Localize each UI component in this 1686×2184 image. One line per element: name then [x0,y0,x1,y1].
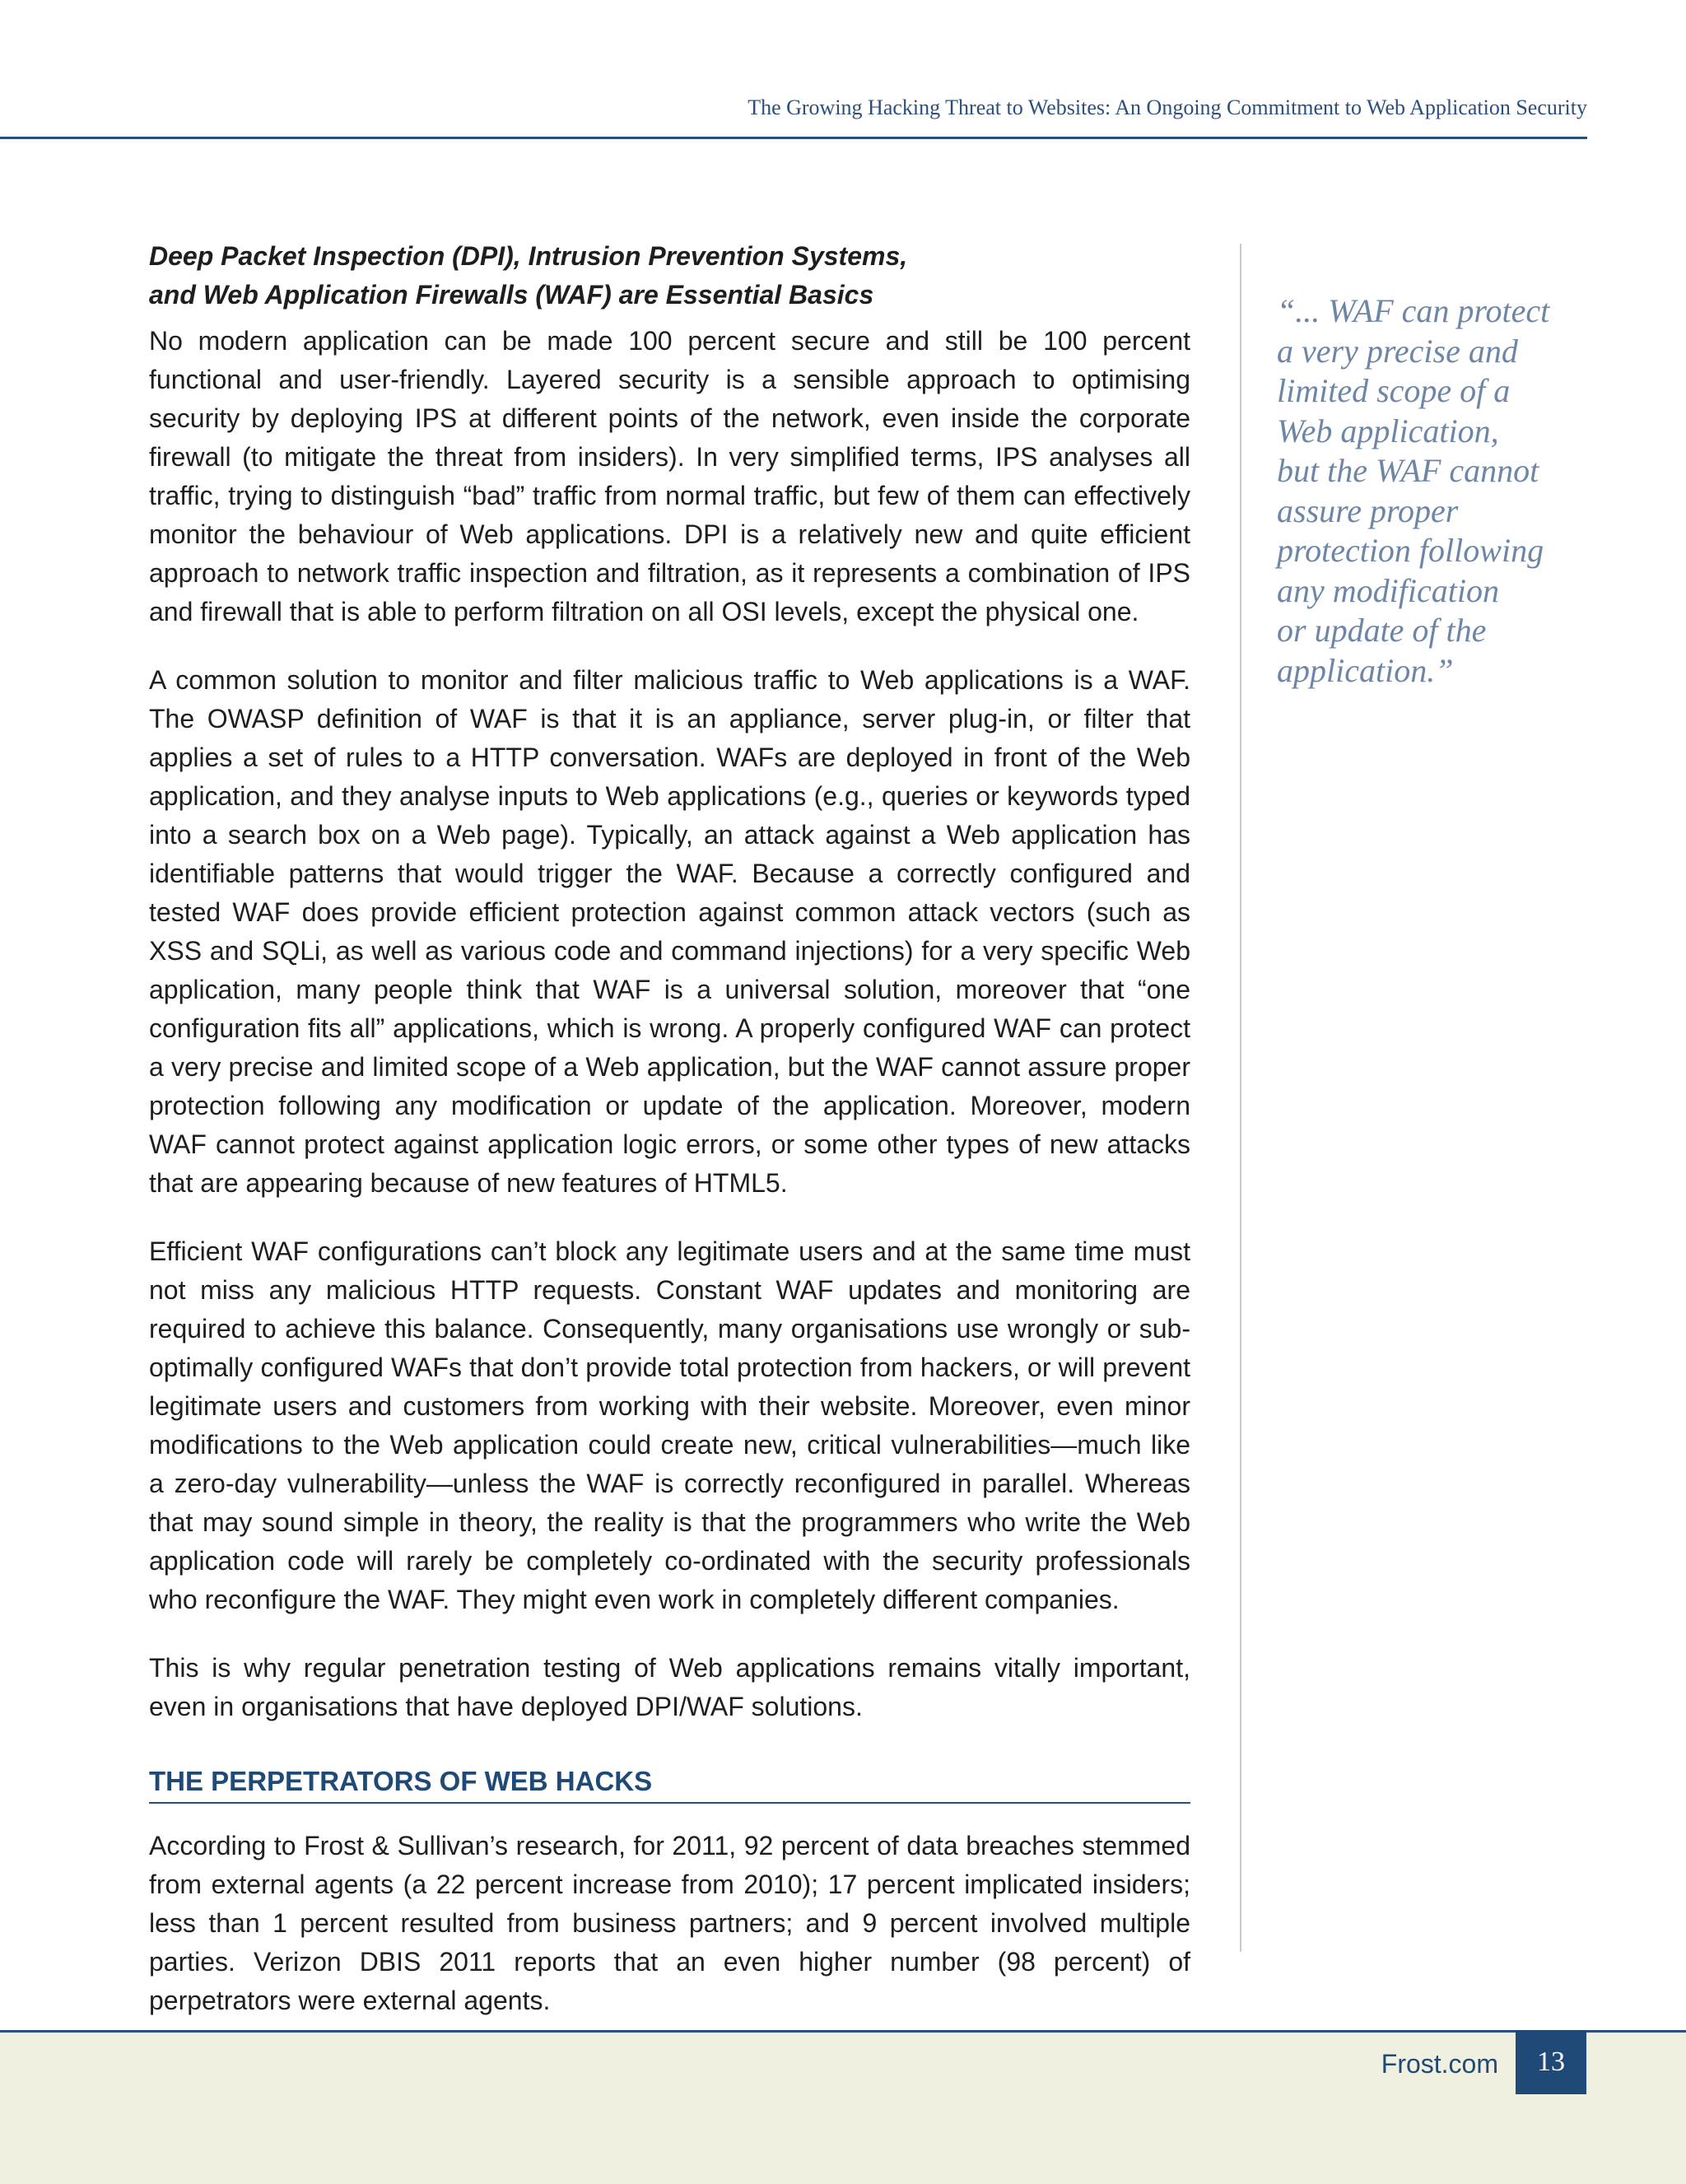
pull-quote-line: a very precise and [1277,332,1518,370]
page-number: 13 [1516,2030,1586,2094]
pull-quote-line: limited scope of a [1277,372,1511,409]
main-column [149,237,1190,2020]
body-paragraph: This is why regular penetration testing of Web applications remains vitally important, even in organisations that have deployed DPI/WAF solutions. [149,1653,1190,1721]
pull-quote-line: or update of the [1277,612,1487,649]
subheading [149,237,1190,314]
section-paragraph: According to Frost & Sullivan’s research, for 2011, 92 percent of data breaches stemmed from external agents (a 22 percent increase from 2010); 17 percent implicated insiders; less than 1 percent resulted from business partners; and 9 percent involved multiple parties. Verizon DBIS 2011 reports that an even higher number (98 percent) of perpetrators were external agents. [149,1831,1190,2015]
pull-quote-line: application.” [1277,651,1454,689]
body-paragraph: Efficient WAF configurations can’t block any legitimate users and at the same time must not miss any malicious HTTP requests. Constant WAF updates and monitoring are required to achieve this balance. Consequently, many organisations use wrongly or sub-optimally configured WAFs that don’t provide total protection from hackers, or will prevent legitimate users and customers from working with their website. Moreover, even minor modifications to the Web application could create new, critical vulnerabilities—much like a zero-day vulnerability—unless the WAF is correctly reconfigured in parallel. Whereas that may sound simple in theory, the reality is that the programmers who write the Web application code will rarely be completely co-ordinated with the security professionals who reconfigure the WAF. They might even work in completely different companies. [149,1236,1190,1614]
pull-quote-line: but the WAF cannot [1277,452,1539,489]
pull-quote [1277,291,1573,691]
pull-quote-line: any modification [1277,571,1499,609]
body-paragraph: A common solution to monitor and filter malicious traffic to Web applications is a WAF. The OWASP definition of WAF is that it is an appliance, server plug-in, or filter that applies a set of rules to a HTTP conversation. WAFs are deployed in front of the Web application, and they analyse inputs to Web applications (e.g., queries or keywords typed into a search box on a Web page). Typically, an attack against a Web application has identifiable patterns that would trigger the WAF. Because a correctly configured and tested WAF does provide efficient protection against common attack vectors (such as XSS and SQLi, as well as various code and command injections) for a very specific Web application, many people think that WAF is a universal solution, moreover that “one configuration fits all” applications, which is wrong. A properly configured WAF can protect a very precise and limited scope of a Web application, but the WAF cannot assure proper protection following any modification or update of the application. Moreover, modern WAF cannot protect against application logic errors, or some other types of new attacks that are appearing because of new features of HTML5. [149,665,1190,1198]
subheading-line-1: Deep Packet Inspection (DPI), Intrusion Prevention Systems, [149,241,908,271]
header-rule [0,137,1587,139]
body-paragraph: No modern application can be made 100 percent secure and still be 100 percent functional and user-friendly. Layered security is a sensible approach to optimising security by deploying IPS at different points of the network, even inside the corporate firewall (to mitigate the threat from insiders). In very simplified terms, IPS analyses all traffic, trying to distinguish “bad” traffic from normal traffic, but few of them can effectively monitor the behaviour of Web applications. DPI is a relatively new and quite efficient approach to network traffic inspection and filtration, as it represents a combination of IPS and firewall that is able to perform filtration on all OSI levels, except the physical one. [149,326,1190,626]
running-header-title: The Growing Hacking Threat to Websites: An Ongoing Commitment to Web Application Security [748,95,1587,119]
footer-site-link[interactable]: Frost.com [1381,2049,1498,2079]
column-divider [1240,244,1241,1952]
pull-quote-line: protection following [1277,532,1544,569]
pull-quote-line: Web application, [1277,412,1499,449]
pull-quote-line: “... WAF can protect [1277,292,1550,329]
section-heading: THE PERPETRATORS OF WEB HACKS [149,1763,1190,1804]
subheading-line-2: and Web Application Firewalls (WAF) are Essential Basics [149,280,874,310]
pull-quote-line: assure proper [1277,491,1459,529]
